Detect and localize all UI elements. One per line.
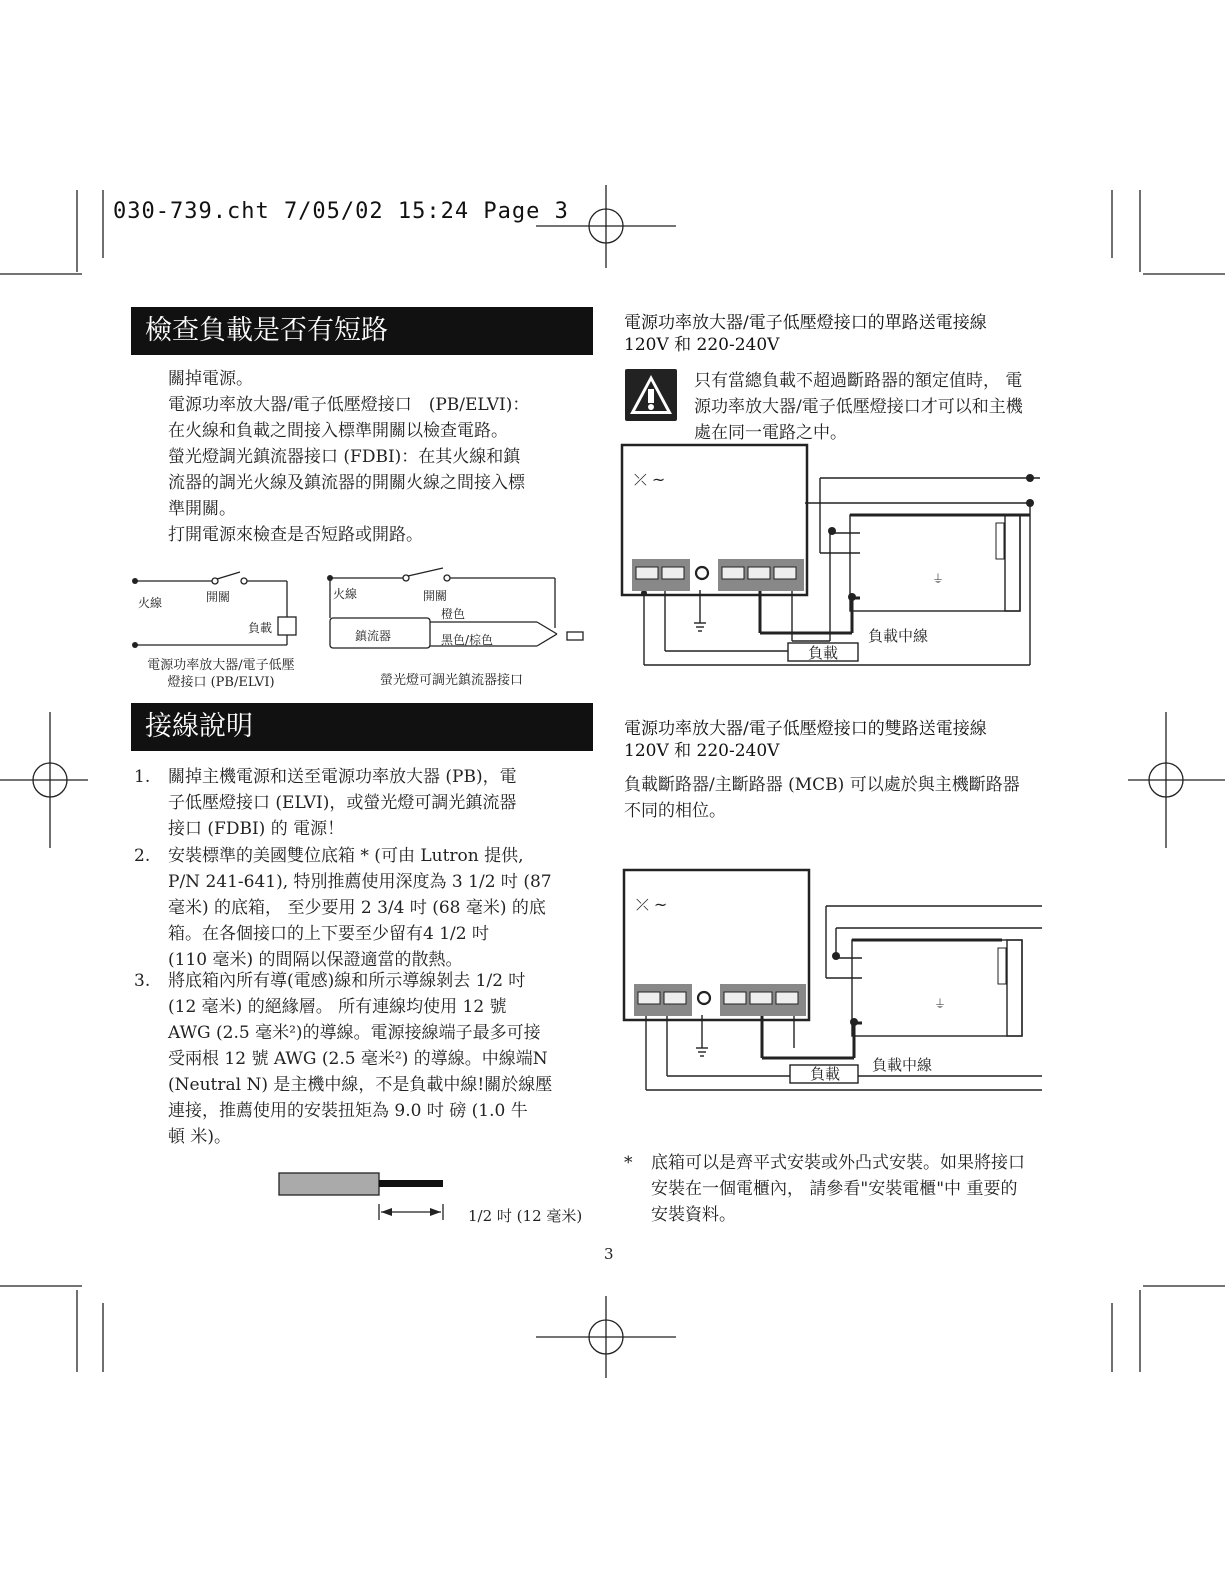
- ballast-test-diagram: [325, 566, 595, 676]
- load-label: 負載: [808, 644, 839, 662]
- dimmer-icon: ⤫ ~: [636, 895, 668, 914]
- black-brown-wire-label: 黑色/棕色: [441, 633, 494, 647]
- section-title-check-short: 檢查負載是否有短路: [131, 307, 593, 355]
- section-title-wiring: 接線說明: [131, 703, 593, 751]
- load-label: 負載: [810, 1065, 841, 1083]
- single-feed-wiring-diagram: [620, 443, 1050, 673]
- load-neutral-label: 負載中線: [872, 1056, 933, 1074]
- dual-feed-heading: 電源功率放大器/電子低壓燈接口的雙路送電接線 120V 和 220-240V: [624, 719, 987, 761]
- text-line: 打開電源來檢查是否短路或開路。: [168, 525, 423, 545]
- fdbi-caption: 螢光燈可調光鎮流器接口: [380, 673, 524, 688]
- mcb-phase-text: 負載斷路器/主斷路器 (MCB) 可以處於與主機斷路器 不同的相位。: [624, 775, 1020, 821]
- page-number: 3: [604, 1245, 614, 1263]
- hot-wire-label: 火線: [333, 587, 358, 601]
- warning-text: 只有當總負載不超過斷路器的額定值時， 電 源功率放大器/電子低壓燈接口才可以和主機 處在同一電路之中。: [694, 371, 1023, 443]
- text-line: 關掉電源。: [168, 369, 253, 389]
- switch-label: 開關: [206, 590, 231, 604]
- load-label: 負載: [248, 621, 273, 635]
- orange-wire-label: 橙色: [441, 607, 466, 621]
- ballast-label: 鎮流器: [355, 629, 392, 643]
- check-short-text: [168, 366, 598, 548]
- footnote-text: 底箱可以是齊平式安裝或外凸式安裝。如果將接口 安裝在一個電櫃內， 請參看"安裝電櫃"中 重要的 安裝資料。: [651, 1153, 1025, 1225]
- strip-length-label: 1/2 吋 (12 毫米): [468, 1207, 583, 1225]
- hot-wire-label: 火線: [138, 596, 163, 610]
- file-slug: 030-739.cht 7/05/02 15:24 Page 3: [113, 199, 569, 224]
- ground-icon: ⏚: [934, 997, 947, 1011]
- text-line: 在火線和負載之間接入標準開關以檢查電路。: [168, 421, 508, 441]
- text-line: 螢光燈調光鎮流器接口 (FDBI)：在其火線和鎮: [168, 447, 521, 467]
- load-neutral-label: 負載中線: [868, 627, 929, 645]
- single-feed-heading: 電源功率放大器/電子低壓燈接口的單路送電接線 120V 和 220-240V: [624, 313, 987, 355]
- text-line: 準開關。: [168, 499, 236, 519]
- dual-feed-wiring-diagram: [622, 868, 1052, 1098]
- switch-label: 開關: [423, 589, 448, 603]
- wire-strip-illustration: [278, 1172, 478, 1222]
- warning-icon: [624, 368, 678, 422]
- text-line: 電源功率放大器/電子低壓燈接口 (PB/ELVI)：: [168, 395, 530, 415]
- footnote-asterisk: *: [624, 1153, 633, 1173]
- dimmer-icon: ⤫ ~: [634, 470, 666, 489]
- text-line: 流器的調光火線及鎮流器的開關火線之間接入標: [168, 473, 525, 493]
- pb-elvi-caption: 電源功率放大器/電子低壓 燈接口 (PB/ELVI): [147, 658, 295, 690]
- ground-icon: ⏚: [932, 572, 945, 586]
